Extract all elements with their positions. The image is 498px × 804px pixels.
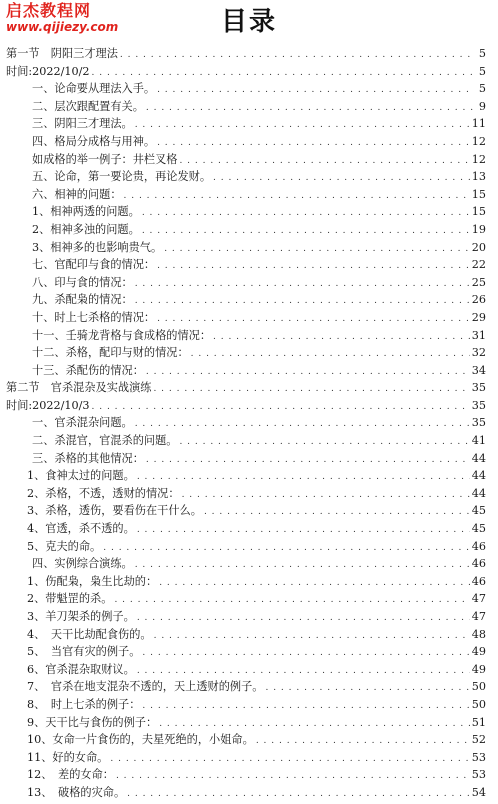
toc-leader-dots: [135, 293, 470, 311]
toc-entry[interactable]: [0, 608, 498, 626]
toc-entry[interactable]: [0, 115, 498, 133]
toc-entry[interactable]: [0, 151, 498, 169]
toc-leader-dots: [179, 434, 469, 452]
toc-entry[interactable]: [0, 362, 498, 380]
toc-entry-page: 47: [471, 592, 486, 606]
toc-leader-dots: [191, 346, 470, 364]
toc-entry-page: 26: [471, 293, 486, 307]
toc-entry[interactable]: [0, 766, 498, 784]
toc-leader-dots: [137, 469, 470, 487]
toc-entry-page: 53: [471, 750, 486, 764]
watermark-url: www.qijiezy.com: [6, 20, 119, 34]
toc-leader-dots: [137, 522, 470, 540]
toc-leader-dots: [154, 628, 470, 646]
toc-entry-title: 七、官配印与食的情况：: [32, 258, 156, 272]
toc-leader-dots: [146, 364, 470, 382]
toc-entry-title: 4、官透，杀不透的。: [27, 522, 135, 536]
toc-entry-title: 六、相神的问题：: [32, 187, 122, 201]
toc-entry[interactable]: [0, 731, 498, 749]
page-title: 目录: [220, 7, 277, 37]
toc-leader-dots: [135, 276, 470, 294]
toc-entry-page: 19: [471, 222, 486, 236]
toc-entry-page: 45: [471, 504, 486, 518]
toc-entry-title: 十一、壬骑龙背格与食成格的情况：: [32, 328, 212, 342]
toc-entry[interactable]: [0, 221, 498, 239]
toc-entry[interactable]: [0, 379, 498, 397]
toc-leader-dots: [157, 82, 474, 100]
toc-entry-title: 四、实例综合演练。: [32, 557, 133, 571]
toc-entry-title: 时间:2022/10/2: [6, 64, 90, 78]
toc-entry-title: 3、相神多的也影响贵气。: [32, 240, 163, 254]
toc-entry-title: 三、杀格的其他情况：: [32, 451, 144, 465]
toc-entry-page: 12: [471, 134, 486, 148]
toc-leader-dots: [103, 540, 470, 558]
toc-leader-dots: [137, 610, 470, 628]
toc-entry[interactable]: [0, 133, 498, 151]
toc-entry-page: 35: [471, 398, 486, 412]
toc-entry-page: 46: [471, 574, 486, 588]
toc-entry-page: 9: [478, 99, 486, 113]
toc-entry-page: 35: [471, 416, 486, 430]
toc-leader-dots: [135, 416, 470, 434]
toc-entry-page: 31: [471, 328, 486, 342]
toc-entry-page: 44: [471, 451, 486, 465]
toc-entry-title: 四、格局分成格与用神。: [32, 134, 156, 148]
toc-entry[interactable]: [0, 291, 498, 309]
toc-leader-dots: [120, 47, 474, 65]
toc-entry-page: 51: [471, 715, 486, 729]
toc-leader-dots: [153, 381, 469, 399]
toc-entry-page: 45: [471, 522, 486, 536]
toc-entry-title: 7、 官杀在地支混杂不透的，天上透财的例子。: [27, 680, 264, 694]
toc-entry[interactable]: [0, 643, 498, 661]
toc-entry[interactable]: [0, 414, 498, 432]
toc-entry-title: 第二节 官杀混杂及实战演练: [6, 381, 152, 395]
toc-entry[interactable]: [0, 309, 498, 327]
toc-entry-page: 44: [471, 469, 486, 483]
toc-entry-title: 时间:2022/10/3: [6, 398, 90, 412]
toc-entry[interactable]: [0, 749, 498, 767]
toc-entry-title: 2、杀格，不透，透财的情况：: [27, 486, 180, 500]
toc-entry[interactable]: [0, 98, 498, 116]
toc-leader-dots: [256, 733, 470, 751]
toc-leader-dots: [110, 751, 469, 769]
toc-entry[interactable]: [0, 784, 498, 802]
toc-entry-page: 25: [471, 275, 486, 289]
toc-entry-title: 9、天干比与食伤的例子：: [27, 715, 158, 729]
toc-entry-title: 4、 天干比劫配食伤的。: [27, 627, 152, 641]
toc-entry[interactable]: [0, 626, 498, 644]
toc-leader-dots: [124, 188, 470, 206]
toc-entry-title: 二、层次跟配置有关。: [32, 99, 144, 113]
toc-entry-page: 46: [471, 557, 486, 571]
toc-entry-page: 32: [471, 346, 486, 360]
toc-entry[interactable]: [0, 714, 498, 732]
toc-entry-page: 41: [471, 434, 486, 448]
toc-leader-dots: [142, 223, 470, 241]
toc-entry-title: 1、伤配枭，枭生比劫的：: [27, 574, 158, 588]
toc-entry[interactable]: [0, 538, 498, 556]
toc-entry-title: 5、 当官有灾的例子。: [27, 645, 141, 659]
toc-entry-page: 34: [471, 363, 486, 377]
toc-entry-title: 8、 时上七杀的例子：: [27, 697, 141, 711]
toc-entry-page: 52: [471, 733, 486, 747]
toc-leader-dots: [213, 170, 470, 188]
toc-entry[interactable]: [0, 661, 498, 679]
toc-leader-dots: [213, 329, 470, 347]
toc-leader-dots: [265, 680, 469, 698]
toc-entry[interactable]: [0, 397, 498, 415]
toc-entry[interactable]: [0, 63, 498, 81]
toc-leader-dots: [146, 100, 474, 118]
toc-leader-dots: [159, 575, 470, 593]
toc-entry-title: 二、杀混官，官混杀的问题。: [32, 434, 178, 448]
toc-entry-title: 八、印与食的情况：: [32, 275, 133, 289]
toc-entry[interactable]: [0, 274, 498, 292]
table-of-contents: [0, 45, 498, 802]
toc-entry[interactable]: [0, 573, 498, 591]
toc-entry-title: 三、阴阳三才理法。: [32, 117, 133, 131]
toc-entry-page: 5: [478, 47, 486, 60]
toc-entry-title: 2、相神多浊的问题。: [32, 222, 140, 236]
toc-entry-page: 12: [471, 152, 486, 166]
toc-entry-page: 35: [471, 381, 486, 395]
toc-entry-title: 1、食神太过的问题。: [27, 469, 135, 483]
toc-entry[interactable]: [0, 432, 498, 450]
toc-entry[interactable]: [0, 186, 498, 204]
toc-entry-page: 48: [471, 627, 486, 641]
toc-entry-title: 13、 破格的灾命。: [27, 785, 126, 799]
watermark-site-name: 启杰教程网: [6, 1, 92, 20]
toc-entry-title: 十三、杀配伤的情况：: [32, 363, 144, 377]
toc-entry-title: 5、克夫的命。: [27, 539, 102, 553]
toc-leader-dots: [146, 452, 470, 470]
toc-leader-dots: [127, 786, 470, 804]
toc-entry-page: 5: [478, 82, 486, 96]
toc-entry-title: 十二、杀格，配印与财的情况：: [32, 346, 189, 360]
toc-entry[interactable]: [0, 239, 498, 257]
toc-entry-title: 2、带魁罡的杀。: [27, 592, 113, 606]
toc-entry[interactable]: [0, 520, 498, 538]
toc-entry[interactable]: [0, 555, 498, 573]
toc-entry[interactable]: [0, 467, 498, 485]
toc-leader-dots: [204, 504, 470, 522]
toc-leader-dots: [114, 592, 469, 610]
toc-entry-page: 49: [471, 662, 486, 676]
toc-leader-dots: [157, 258, 470, 276]
toc-entry-title: 一、论命要从理法入手。: [32, 82, 156, 96]
toc-leader-dots: [179, 153, 469, 171]
toc-entry-page: 20: [471, 240, 486, 254]
toc-entry-page: 49: [471, 645, 486, 659]
toc-leader-dots: [142, 205, 470, 223]
toc-leader-dots: [157, 135, 470, 153]
toc-entry-title: 10、女命一片食伤的，夫星死绝的，小姐命。: [27, 733, 254, 747]
toc-leader-dots: [164, 241, 470, 259]
toc-entry-page: 54: [471, 785, 486, 799]
toc-entry[interactable]: [0, 344, 498, 362]
toc-entry-title: 十、时上七杀格的情况：: [32, 310, 156, 324]
toc-entry[interactable]: [0, 450, 498, 468]
toc-entry-page: 47: [471, 610, 486, 623]
toc-leader-dots: [135, 117, 470, 135]
toc-leader-dots: [142, 698, 469, 716]
toc-entry[interactable]: [0, 502, 498, 520]
toc-entry-title: 11、好的女命。: [27, 750, 109, 764]
toc-leader-dots: [182, 487, 470, 505]
toc-entry-title: 1、相神两透的问题。: [32, 205, 140, 219]
toc-entry-page: 11: [471, 117, 486, 131]
toc-entry[interactable]: [0, 203, 498, 221]
toc-entry[interactable]: [0, 696, 498, 714]
toc-entry-title: 12、 差的女命：: [27, 768, 114, 782]
toc-entry-page: 44: [471, 486, 486, 500]
toc-entry[interactable]: [0, 485, 498, 503]
toc-leader-dots: [135, 557, 470, 575]
toc-entry-page: 15: [471, 205, 486, 219]
toc-entry-page: 50: [471, 680, 486, 694]
toc-entry[interactable]: [0, 256, 498, 274]
toc-entry[interactable]: [0, 327, 498, 345]
toc-entry-title: 一、官杀混杂问题。: [32, 416, 133, 430]
toc-entry-page: 29: [471, 310, 486, 324]
toc-leader-dots: [142, 645, 469, 663]
toc-entry-page: 53: [471, 768, 486, 782]
toc-entry[interactable]: [0, 678, 498, 696]
toc-entry-page: 13: [471, 170, 486, 184]
toc-entry-page: 22: [471, 258, 486, 272]
toc-entry[interactable]: [0, 45, 498, 63]
toc-entry-page: 50: [471, 697, 486, 711]
toc-entry-page: 46: [471, 539, 486, 553]
toc-entry[interactable]: [0, 590, 498, 608]
toc-entry-title: 3、杀格，透伤，要看伤在干什么。: [27, 504, 202, 518]
toc-entry[interactable]: [0, 80, 498, 98]
toc-entry-title: 如成格的举一例子：井栏叉格: [32, 152, 178, 166]
toc-entry-title: 五、论命，第一要论贵，再论发财。: [32, 170, 212, 184]
toc-leader-dots: [92, 399, 470, 417]
toc-entry-title: 3、羊刀架杀的例子。: [27, 610, 135, 623]
toc-entry-title: 第一节 阴阳三才理法: [6, 47, 118, 60]
toc-entry-page: 15: [471, 187, 486, 201]
toc-entry-title: 九、杀配枭的情况：: [32, 293, 133, 307]
toc-entry-title: 6、官杀混杂取财议。: [27, 662, 135, 676]
toc-entry-page: 5: [478, 64, 486, 78]
toc-entry[interactable]: [0, 168, 498, 186]
